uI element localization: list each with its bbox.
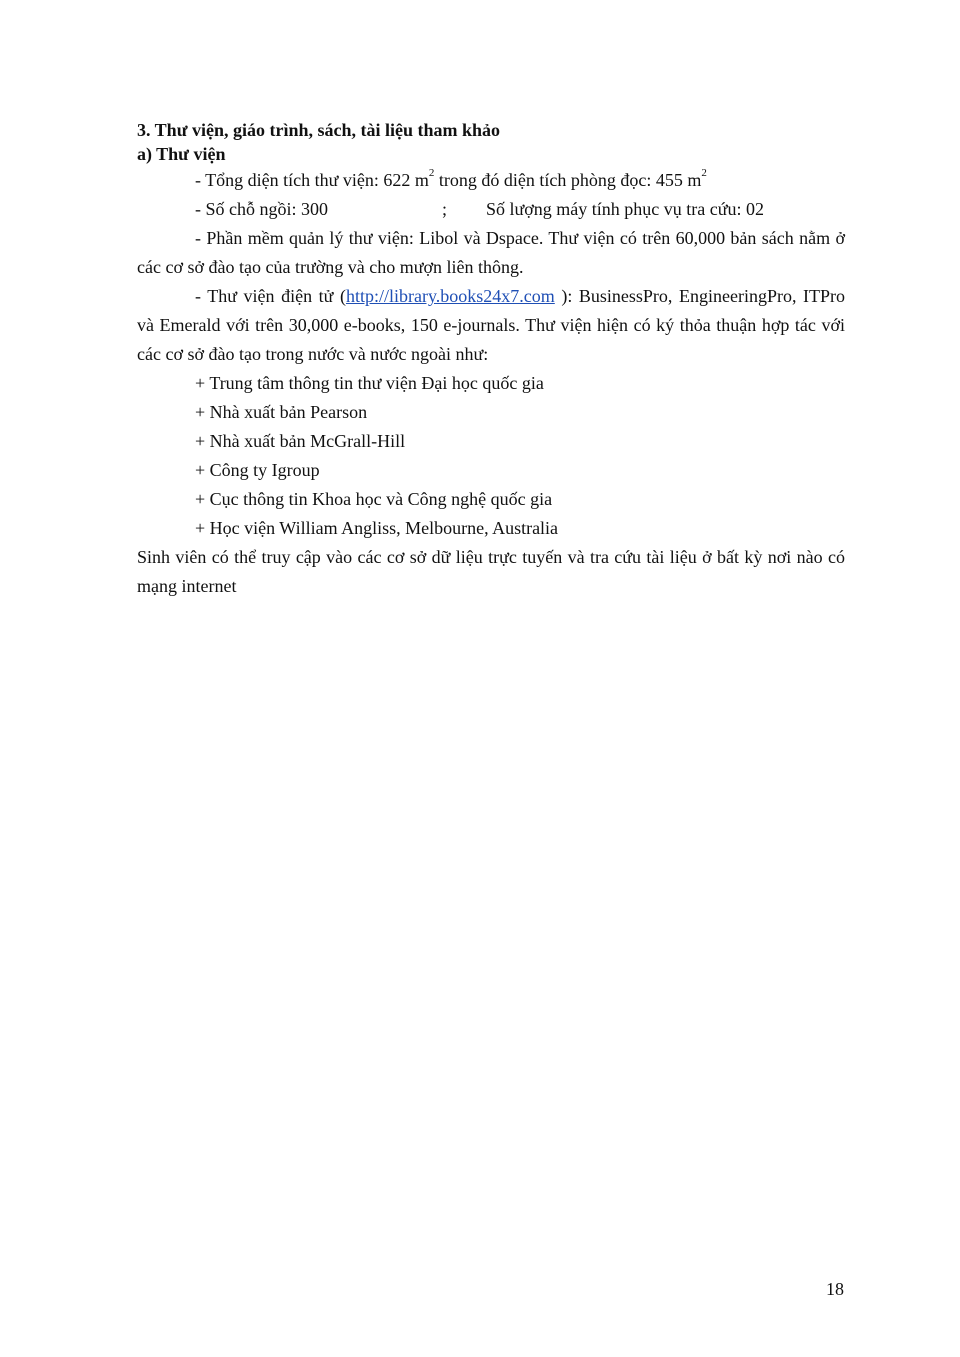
partner-list-item: + Nhà xuất bản Pearson — [195, 402, 368, 422]
reading-room-area-text: trong đó diện tích phòng đọc: 455 m — [434, 170, 702, 190]
digital-library-link[interactable]: http://library.books24x7.com — [345, 286, 555, 306]
seat-count-text: - Số chỗ ngồi: 300 — [195, 199, 328, 219]
library-area-text-start: - Tổng diện tích thư viện: 622 m — [195, 170, 429, 190]
page-content — [137, 118, 845, 601]
digital-library-paragraph — [137, 282, 845, 369]
reading-room-unit-superscript: 2 — [701, 167, 707, 179]
area-unit-superscript: 2 — [428, 167, 435, 179]
partner-list-item: + Học viện William Angliss, Melbourne, Australia — [195, 518, 559, 538]
partner-list — [137, 369, 845, 543]
online-access-paragraph: Sinh viên có thể truy cập vào các cơ sở dữ liệu trực tuyến và tra cứu tài liệu ở bất kỳ nơi nào có mạng internet — [137, 547, 845, 596]
section-subtitle: a) Thư viện — [137, 144, 226, 164]
partner-list-item: + Công ty Igroup — [195, 460, 320, 480]
partner-list-item: + Nhà xuất bản McGrall-Hill — [195, 431, 406, 451]
seats-line — [137, 195, 845, 224]
library-software-paragraph: - Phần mềm quản lý thư viện: Libol và Dspace. Thư viện có trên 60,000 bản sách nằm ở các cơ sở đào tạo của trường và cho mượn liên thông. — [137, 228, 845, 277]
seat-separator: ; — [442, 199, 448, 219]
partner-list-item: + Trung tâm thông tin thư viện Đại học quốc gia — [195, 373, 544, 393]
section-title: 3. Thư viện, giáo trình, sách, tài liệu tham khảo — [137, 120, 501, 140]
partner-list-item: + Cục thông tin Khoa học và Công nghệ quốc gia — [195, 489, 553, 509]
page-number: 18 — [826, 1279, 844, 1299]
digital-library-description: ): BusinessPro, EngineeringPro, ITPro và Emerald với trên 30,000 e-books, 150 e-journals. Thư viện hiện có ký thỏa thuận hợp tác với các cơ sở đào tạo trong nước và nước ngoài như: — [137, 286, 846, 364]
computer-count-text: Số lượng máy tính phục vụ tra cứu: 02 — [486, 199, 764, 219]
library-area-line — [137, 166, 845, 195]
digital-library-prefix: - Thư viện điện tử ( — [195, 286, 346, 306]
